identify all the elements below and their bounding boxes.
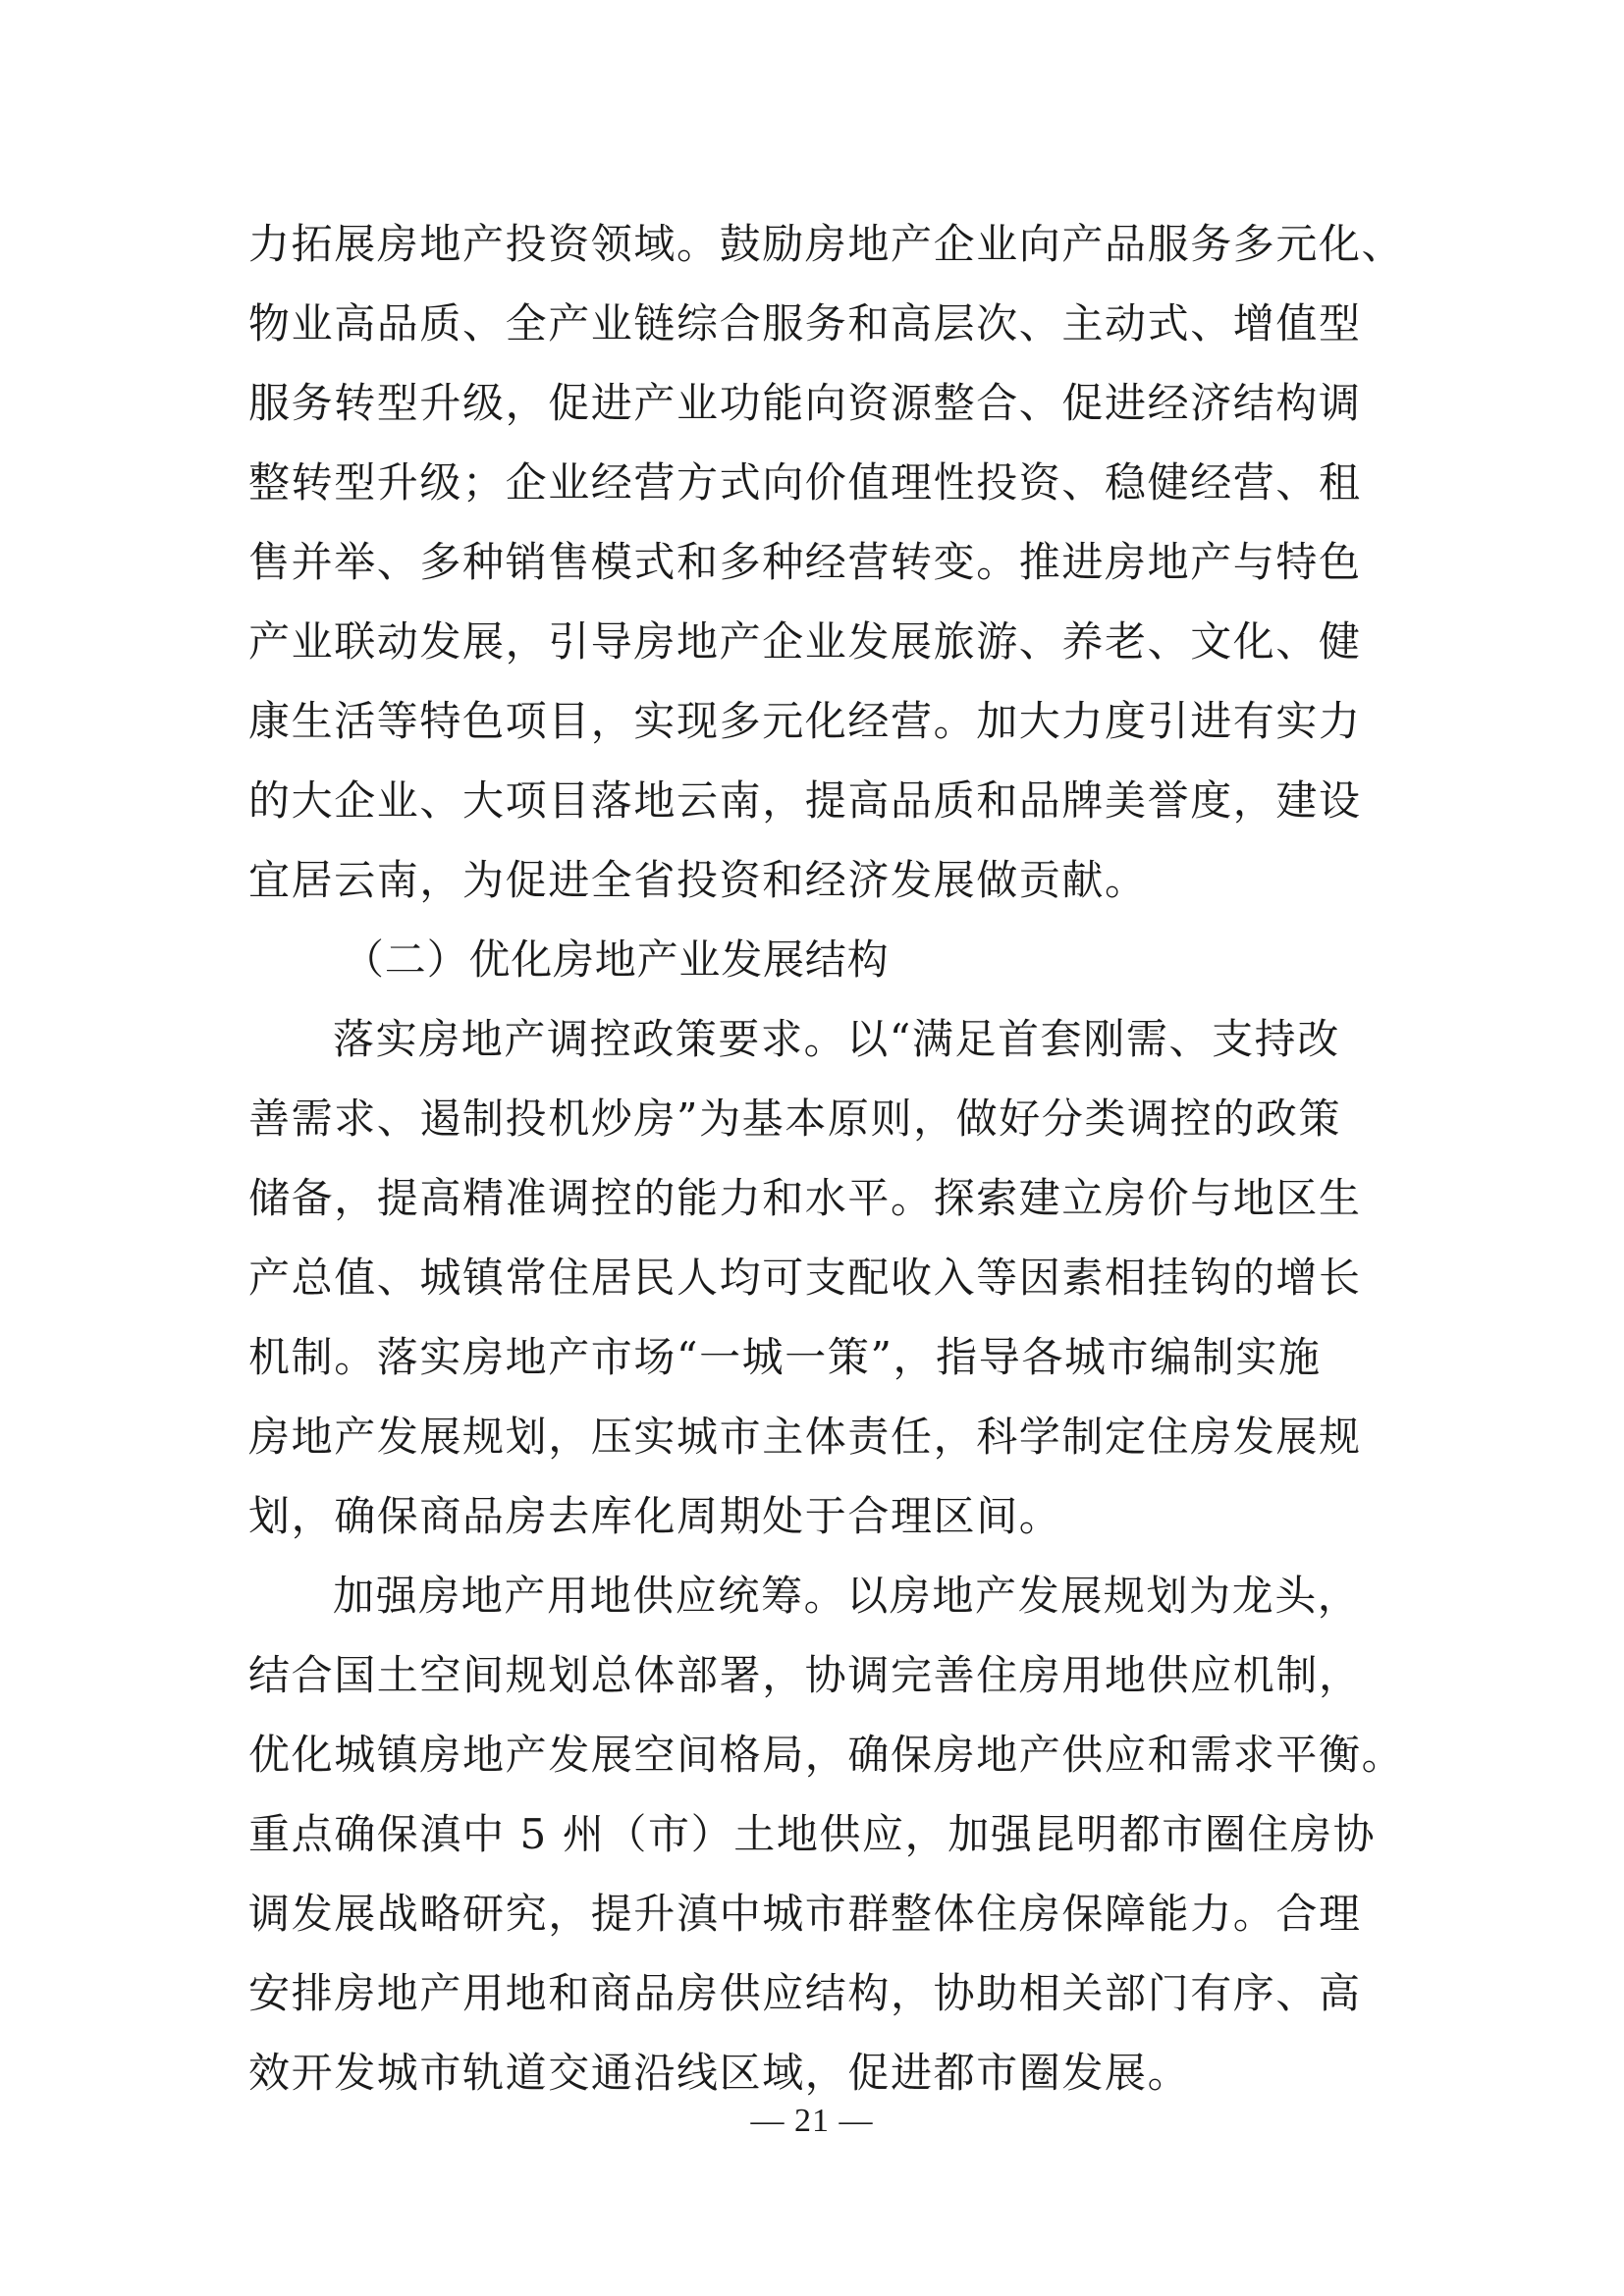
paragraph-line: 划，确保商品房去库化周期处于合理区间。 [248, 1492, 1062, 1540]
paragraph-line: 售并举、多种销售模式和多种经营转变。推进房地产与特色 [248, 538, 1362, 586]
paragraph-line: 效开发城市轨道交通沿线区域，促进都市圈发展。 [248, 2049, 1191, 2097]
paragraph-line: 康生活等特色项目，实现多元化经营。加大力度引进有实力 [248, 697, 1362, 745]
section-heading: （二）优化房地产业发展结构 [343, 935, 890, 984]
paragraph-line: 机制。落实房地产市场“一城一策”，指导各城市编制实施 [248, 1333, 1322, 1381]
paragraph-line: 服务转型升级，促进产业功能向资源整合、促进经济结构调 [248, 379, 1362, 427]
paragraph-line: 结合国土空间规划总体部署，协调完善住房用地供应机制， [248, 1651, 1362, 1699]
paragraph-line: 落实房地产调控政策要求。以“满足首套刚需、支持改 [333, 1015, 1340, 1063]
paragraph-line: 重点确保滇中 5 州（市）土地供应，加强昆明都市圈住房协 [248, 1810, 1377, 1858]
paragraph-line: 力拓展房地产投资领域。鼓励房地产企业向产品服务多元化、 [248, 220, 1405, 268]
paragraph-line: 安排房地产用地和商品房供应结构，协助相关部门有序、高 [248, 1969, 1362, 2017]
paragraph-line: 整转型升级；企业经营方式向价值理性投资、稳健经营、租 [248, 458, 1362, 507]
paragraph-line: 产总值、城镇常住居民人均可支配收入等因素相挂钩的增长 [248, 1254, 1362, 1302]
paragraph-line: 宜居云南，为促进全省投资和经济发展做贡献。 [248, 856, 1148, 904]
paragraph-line: 善需求、遏制投机炒房”为基本原则，做好分类调控的政策 [248, 1095, 1342, 1143]
paragraph-line: 的大企业、大项目落地云南，提高品质和品牌美誉度，建设 [248, 776, 1362, 825]
paragraph-line: 物业高品质、全产业链综合服务和高层次、主动式、增值型 [248, 299, 1362, 347]
paragraph-line: 调发展战略研究，提升滇中城市群整体住房保障能力。合理 [248, 1890, 1362, 1938]
paragraph-line: 房地产发展规划，压实城市主体责任，科学制定住房发展规 [248, 1413, 1362, 1461]
page-number: — 21 — [750, 2103, 874, 2139]
paragraph-line: 储备，提高精准调控的能力和水平。探索建立房价与地区生 [248, 1174, 1362, 1222]
body-text [248, 204, 1412, 2112]
paragraph-line: 优化城镇房地产发展空间格局，确保房地产供应和需求平衡。 [248, 1731, 1405, 1779]
paragraph-line: 加强房地产用地供应统筹。以房地产发展规划为龙头， [333, 1572, 1361, 1620]
paragraph-line: 产业联动发展，引导房地产企业发展旅游、养老、文化、健 [248, 617, 1362, 666]
